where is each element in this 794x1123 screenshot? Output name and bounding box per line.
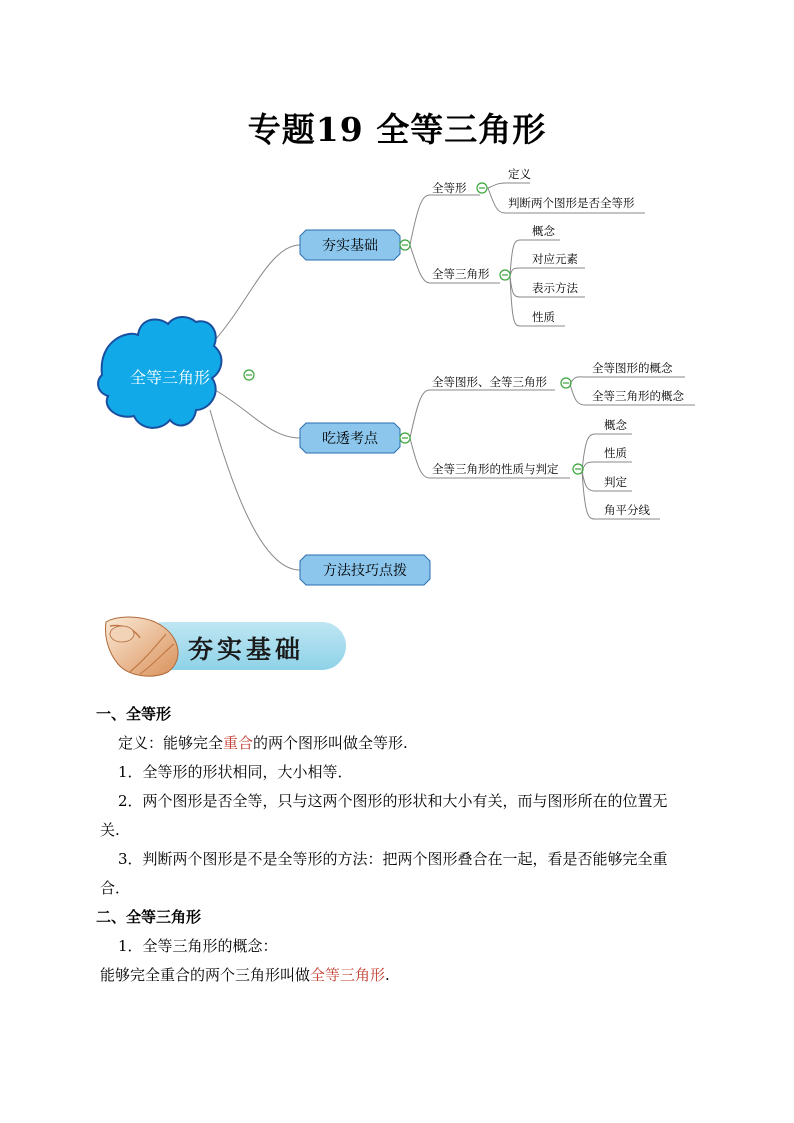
page-title: 专题19 全等三角形 — [247, 110, 547, 149]
leaf-corresponding[interactable]: 对应元素 — [532, 252, 578, 266]
svg-text:吃透考点: 吃透考点 — [322, 431, 378, 447]
definition-line — [96, 729, 706, 758]
point-3a: 3．判断两个图形是不是全等形的方法：把两个图形叠合在一起，看是否能够完全重 — [118, 850, 668, 868]
leaf-property[interactable]: 性质 — [532, 310, 555, 324]
section-heading-1: 一、全等形 — [96, 705, 172, 723]
leaf-concept-2[interactable]: 概念 — [604, 418, 627, 432]
leaf-angle-bisector[interactable]: 角平分线 — [604, 503, 650, 517]
section-banner — [100, 612, 350, 680]
point-4: 1．全等三角形的概念： — [118, 937, 278, 955]
connector-root-method — [210, 410, 300, 570]
p5-prefix: 能够完全重合的两个三角形叫做 — [100, 966, 311, 984]
leaf-property-2[interactable]: 性质 — [604, 446, 627, 460]
connector-root-basics — [215, 245, 300, 340]
leaf-definition[interactable]: 定义 — [508, 167, 531, 181]
svg-text:方法技巧点拨: 方法技巧点拨 — [323, 563, 407, 579]
section-heading-2: 二、全等三角形 — [96, 908, 202, 926]
leaf-concept[interactable]: 概念 — [532, 224, 555, 238]
banner-title: 夯实基础 — [188, 635, 305, 664]
node-figure-triangle[interactable]: 全等图形、全等三角形 — [432, 375, 547, 389]
point-5 — [96, 961, 706, 990]
def-highlight: 重合 — [223, 734, 254, 752]
point-3b: 合． — [100, 879, 131, 897]
def-suffix: 的两个图形叫做全等形. — [253, 734, 408, 752]
leaf-figure-concept[interactable]: 全等图形的概念 — [592, 361, 673, 375]
svg-text:夯实基础: 夯实基础 — [322, 238, 378, 254]
root-label: 全等三角形 — [129, 368, 211, 387]
content-area — [96, 700, 706, 990]
node-congruent-triangle[interactable]: 全等三角形 — [432, 267, 490, 281]
p5-suffix: . — [385, 966, 390, 984]
branch-node-exam[interactable] — [300, 423, 400, 453]
point-1: 1．全等形的形状相同，大小相等． — [118, 763, 353, 781]
point-2b: 关. — [100, 821, 120, 839]
def-prefix: 定义：能够完全 — [118, 734, 224, 752]
leaf-judgment[interactable]: 判定 — [604, 475, 627, 489]
branch-node-basics[interactable] — [300, 230, 400, 260]
leaf-triangle-concept[interactable]: 全等三角形的概念 — [592, 389, 684, 403]
connector-root-exam — [215, 390, 300, 438]
node-property-judgment[interactable]: 全等三角形的性质与判定 — [432, 462, 559, 476]
p5-highlight: 全等三角形 — [310, 966, 386, 984]
node-congruent-figure[interactable]: 全等形 — [432, 181, 467, 195]
point-2a: 2．两个图形是否全等，只与这两个图形的形状和大小有关，而与图形所在的位置无 — [118, 792, 668, 810]
branch-node-method[interactable] — [300, 555, 430, 585]
leaf-notation[interactable]: 表示方法 — [532, 281, 578, 295]
seashell-icon — [100, 612, 190, 680]
leaf-judge-congruent[interactable]: 判断两个图形是否全等形 — [508, 196, 635, 210]
